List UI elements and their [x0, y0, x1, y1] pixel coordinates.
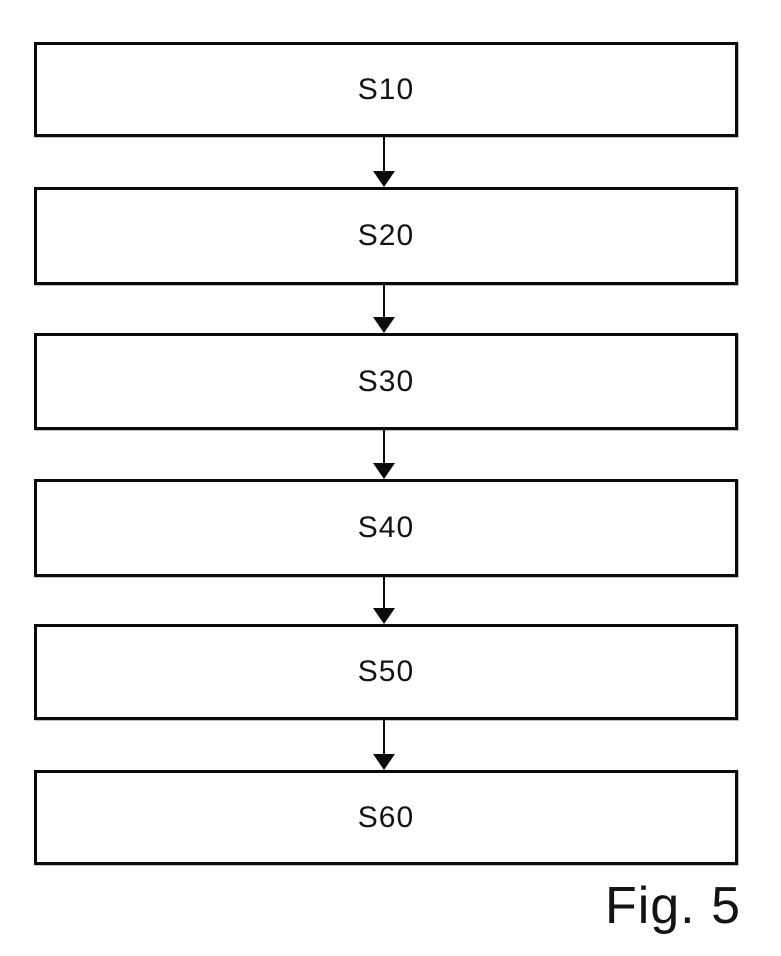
arrow-line	[383, 285, 385, 317]
flow-step-label: S40	[357, 511, 415, 544]
arrow-line	[383, 137, 385, 171]
flow-step-label: S50	[357, 655, 415, 688]
arrow-head-down-icon	[373, 754, 395, 770]
flow-step-s10	[34, 42, 738, 137]
flow-step-s50	[34, 624, 738, 720]
flow-step-s60	[34, 770, 738, 865]
arrow-head-down-icon	[373, 608, 395, 624]
arrow-line	[383, 720, 385, 754]
flow-step-label: S60	[357, 800, 415, 834]
figure-caption: Fig. 5	[604, 877, 741, 935]
flow-arrow	[373, 430, 395, 479]
flow-arrow	[373, 137, 395, 187]
flow-arrow	[373, 720, 395, 770]
flow-step-label: S20	[357, 219, 415, 252]
flow-arrow	[373, 285, 395, 333]
flow-arrow	[373, 577, 395, 624]
arrow-head-down-icon	[373, 317, 395, 333]
arrow-head-down-icon	[373, 171, 395, 187]
flow-step-label: S10	[357, 72, 415, 106]
flow-step-s30	[34, 333, 738, 430]
arrow-line	[383, 430, 385, 463]
arrow-head-down-icon	[373, 463, 395, 479]
flow-step-s20	[34, 187, 738, 285]
arrow-line	[383, 577, 385, 608]
flow-step-label: S30	[357, 364, 415, 398]
flow-step-s40	[34, 479, 738, 577]
